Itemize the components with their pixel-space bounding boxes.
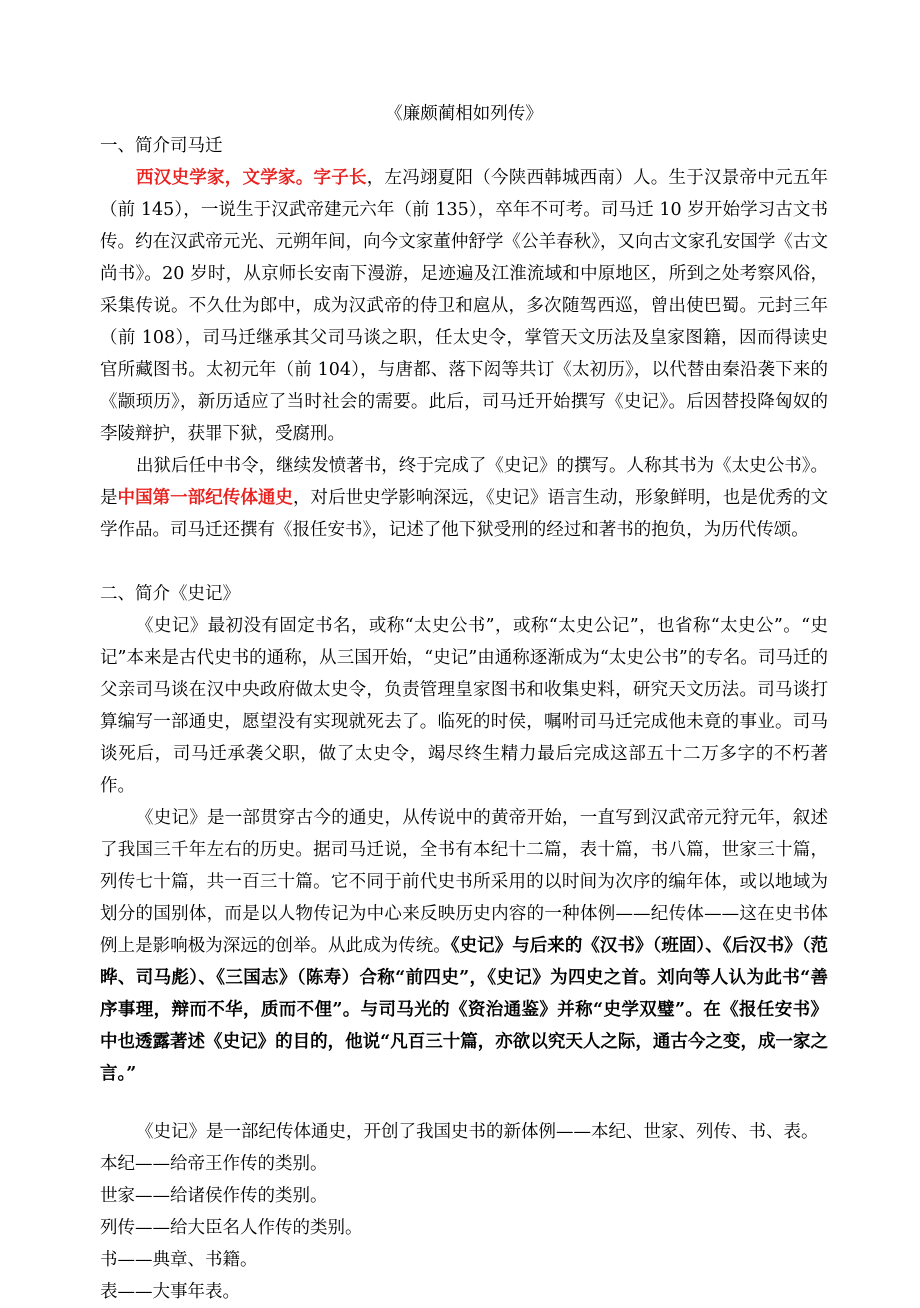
type-shijia: 世家——给诸侯作传的类别。 [100,1186,328,1206]
type-liezhuan: 列传——给大臣名人作传的类别。 [100,1218,363,1238]
spacer [100,546,828,578]
later-life-text-end: ，对后世史学影响深远，《史记》语言生动，形象鲜明，也是优秀的文学作品。司马迁还撰有《报任安书》，记述了他下狱受刑的经过和著书的抱负，为历代传颂。 [100,488,829,540]
shiji-content-text: 《史记》是一部贯穿古今的通史，从传说中的黄帝开始，一直写到汉武帝元狩元年，叙述了我国三千年左右的历史。据司马迁说，全书有本纪十二篇，表十篇，书八篇，世家三十篇，列传七十篇，共一百三十篇。它不同于前代史书所采用的以时间为次序的编年体，或以地域为划分的国别体，而是以人物传记为中心来反映历史内容的一种体例——纪传体——这在史书体例上是影响极为深远的创举。从此成为传统。 [100,808,828,956]
section-heading-sima-qian: 一、简介司马迁 [100,136,223,156]
paragraph-shiji-content [100,802,828,1090]
biography-text: ，左冯翊夏阳（今陕西韩城西南）人。生于汉景帝中元五年（前 145），一说生于汉武帝建元六年（前 135），卒年不可考。司马迁 10 岁开始学习古文书传。约在汉武帝元光、元朔年间，向今文家董仲舒学《公羊春秋》，又向古文家孔安国学《古文尚书》。20 岁时，从京师长安南下漫游，足迹遍及江淮流域和中原地区，所到之处考察风俗，采集传说。不久仕为郎中，成为汉武帝的侍卫和扈从，多次随驾西巡，曾出使巴蜀。元封三年（前 108），司马迁继承其父司马谈之职，任太史令，掌管天文历法及皇家图籍，因而得读史官所藏图书。太初元年（前 104），与唐都、落下闳等共订《太初历》，以代替由秦沿袭下来的《颛顼历》，新历适应了当时社会的需要。此后，司马迁开始撰写《史记》。后因替投降匈奴的李陵辩护，获罪下狱，受腐刑。 [100,168,828,444]
type-biao: 表——大事年表。 [100,1282,240,1302]
paragraph-later-life [100,450,828,546]
document-title: 《廉颇蔺相如列传》 [385,104,543,124]
section-heading-shiji: 二、简介《史记》 [100,584,240,604]
highlight-identity: 西汉史学家，文学家。字子长 [136,168,367,188]
paragraph-shiji-name: 《史记》最初没有固定书名，或称“太史公书”，或称“太史公记”，也省称“太史公”。“史记”本来是古代史书的通称，从三国开始，“史记”由通称逐渐成为“太史公书”的专名。司马迁的父亲司马谈在汉中央政府做太史令，负责管理皇家图书和收集史料，研究天文历法。司马谈打算编写一部通史，愿望没有实现就死去了。临死的时侯，嘱咐司马迁完成他未竟的事业。司马谈死后，司马迁承袭父职，做了太史令，竭尽终生精力最后完成这部五十二万多字的不朽著作。 [100,616,828,796]
spacer [100,1090,828,1116]
document-body [100,98,828,1308]
shiji-bold-text: 《史记》与后来的《汉书》（班固）、《后汉书》（范晔、司马彪）、《三国志》（陈寿）合称“前四史”，《史记》为四史之首。刘向等人认为此书“善序事理，辩而不华，质而不俚”。与司马光的《资治通鉴》并称“史学双璧”。在《报任安书》中也透露著述《史记》的目的，他说“凡百三十篇，亦欲以究天人之际，通古今之变，成一家之言。” [100,936,828,1084]
later-life-text-start: 出狱后任中书令，继续发愤著书，终于完成了《史记》的撰写。人称其书为《太史公书》。是 [100,456,828,508]
type-shu: 书——典章、书籍。 [100,1250,258,1270]
paragraph-biography [100,162,828,450]
type-benji: 本纪——给帝王作传的类别。 [100,1154,328,1174]
paragraph-shiji-format: 《史记》是一部纪传体通史，开创了我国史书的新体例——本纪、世家、列传、书、表。 [136,1122,819,1142]
highlight-first-history: 中国第一部纪传体通史 [117,488,293,508]
